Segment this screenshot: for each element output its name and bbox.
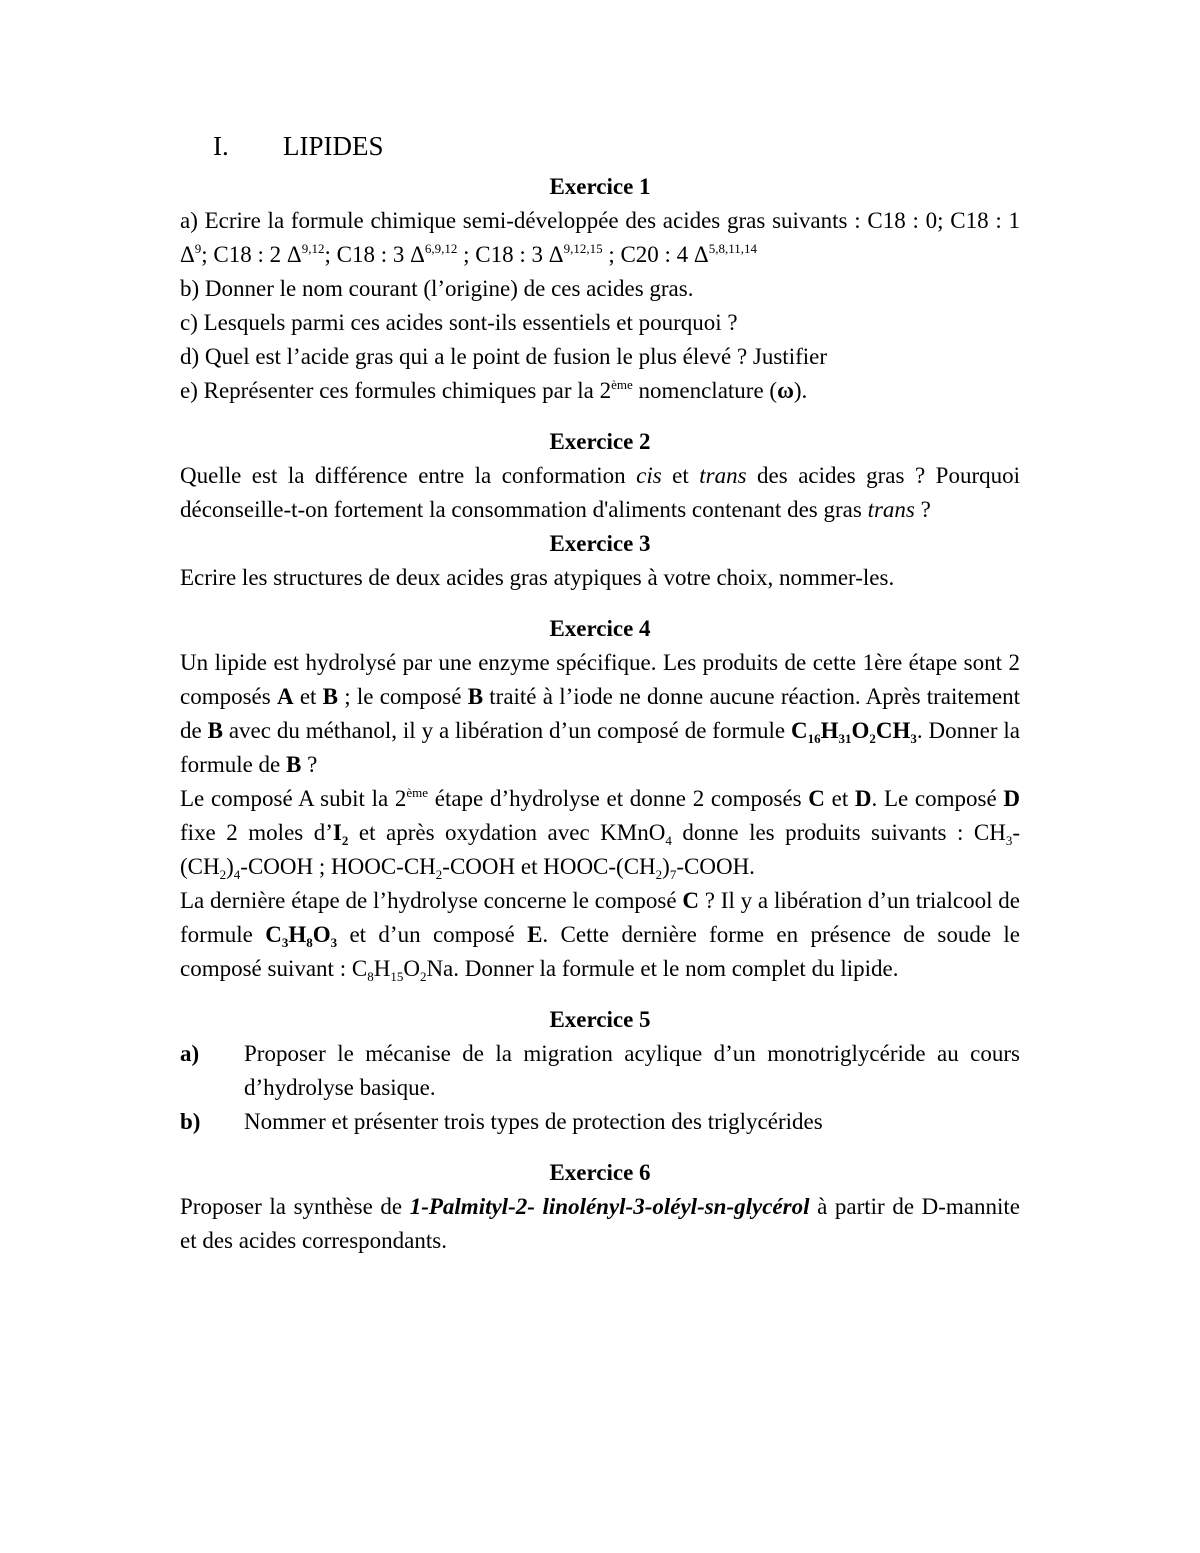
exercise-3-text: Ecrire les structures de deux acides gras atypiques à votre choix, nommer-les. xyxy=(180,565,895,590)
list-text: Nommer et présenter trois types de protection des triglycérides xyxy=(244,1109,823,1134)
exercise-6-title: Exercice 6 xyxy=(549,1160,651,1185)
section-heading xyxy=(180,128,1020,164)
exercise-5-item-b xyxy=(180,1105,1020,1139)
list-text: Proposer le mécanise de la migration acylique d’un monotriglycéride au cours d’hydrolyse basique. xyxy=(244,1041,1020,1100)
exercise-6-text: Proposer la synthèse de 1-Palmityl-2- linolényl-3-oléyl-sn-glycérol à partir de D-mannite et des acides correspondants. xyxy=(180,1194,1020,1253)
exercise-4-paragraph-2: Le composé A subit la 2ème étape d’hydrolyse et donne 2 composés C et D. Le composé D fixe 2 moles $d’I_2$ et après oxydation avec KMnO$_4$ donne les produits suivants : $CH_3-(CH_2)_4$-COOH ; HOOC-$CH_2$-COOH et HOOC-$(CH_2)_7$-COOH. xyxy=(180,785,1020,882)
exercise-5-item-a xyxy=(180,1037,1020,1105)
exercise-1-title: Exercice 1 xyxy=(549,174,651,199)
document-body xyxy=(180,128,1020,1258)
list-marker: a) xyxy=(180,1041,200,1066)
exercise-4-paragraph-1: Un lipide est hydrolysé par une enzyme spécifique. Les produits de cette 1ère étape sont 2 composés A et B ; le composé B traité à l’iode ne donne aucune réaction. Après traitement de B avec du méthanol, il y a libération d’un composé de formule $C_{16}H_{31}O_2CH_3$. Donner la formule de B ? xyxy=(180,650,1020,777)
list-marker: b) xyxy=(180,1109,201,1134)
exercise-1-question-e: e) Représenter ces formules chimiques par la 2ème nomenclature (ω). xyxy=(180,377,808,403)
exercise-4-paragraph-3: La dernière étape de l’hydrolyse concerne le composé C ? Il y a libération d’un trialcool de formule $C_3H_8O_3$ et d’un composé E. Cette dernière forme en présence de soude le composé suivant : $C_8H_{15}O_2Na$. Donner la formule et le nom complet du lipide. xyxy=(180,888,1021,984)
exercise-1-question-b: b) Donner le nom courant (l’origine) de ces acides gras. xyxy=(180,276,694,301)
exercise-2-text: Quelle est la différence entre la conformation cis et trans des acides gras ? Pourquoi déconseille-t-on fortement la consommation d'aliments contenant des gras trans ? xyxy=(180,463,1020,522)
exercise-1-question-a: a) Ecrire la formule chimique semi-développée des acides gras suivants : C18 : 0; C18 : 1 $\Delta^9$; C18 : 2 Δ$^{9,12}$; C18 : 3 Δ$^{6,9,12}$ ; C18 : 3 Δ$^{9,12,15}$ ; C20 : 4 Δ$^{5,8,11,14}$ xyxy=(180,208,1021,267)
exercise-4-title: Exercice 4 xyxy=(549,616,651,641)
lipid-name: 1-Palmityl-2- linolényl-3-oléyl-sn-glycérol xyxy=(409,1194,810,1219)
section-number: I. xyxy=(213,131,229,161)
section-title: LIPIDES xyxy=(283,131,384,161)
exercise-5-title: Exercice 5 xyxy=(549,1007,651,1032)
exercise-1-question-c: c) Lesquels parmi ces acides sont-ils essentiels et pourquoi ? xyxy=(180,310,738,335)
exercise-3-title: Exercice 3 xyxy=(549,531,651,556)
exercise-1-question-d: d) Quel est l’acide gras qui a le point de fusion le plus élevé ? Justifier xyxy=(180,344,827,369)
exercise-2-title: Exercice 2 xyxy=(549,429,651,454)
